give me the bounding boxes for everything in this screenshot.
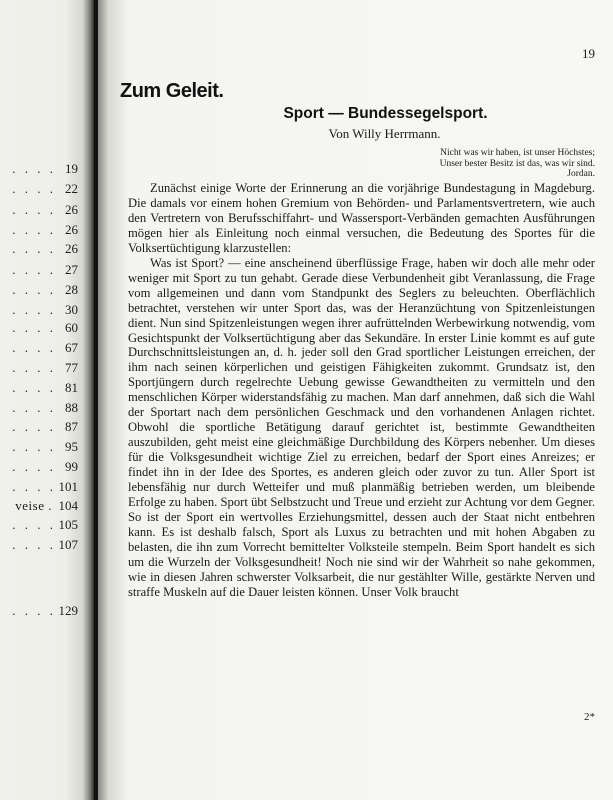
toc-leader: . . . . bbox=[12, 517, 56, 532]
toc-page-number: 77 bbox=[65, 360, 78, 375]
toc-row bbox=[0, 161, 78, 181]
left-page-toc-strip bbox=[0, 0, 94, 800]
toc-page-number: 104 bbox=[58, 498, 78, 513]
paragraph: Zunächst einige Worte der Erinnerung an die vorjährige Bundestagung in Magdeburg. Die damals vor einem hohen Gremium von Behörden- und Parlamentsvertretern, wie auch den Vertretern von Berufsschiffahrt- und Wassersport-Verbänden gemachten Ausführungen mögen hier als Einleitung noch einmal versuchen, die Bedeutung des Sportes für die Volksertüchtigung klarzustellen: bbox=[128, 181, 595, 255]
body-text bbox=[128, 181, 595, 600]
toc-row bbox=[0, 380, 78, 400]
toc-row bbox=[0, 400, 78, 420]
epigraph-line: Unser bester Besitz ist das, was wir sind. bbox=[439, 158, 595, 169]
toc-leader: . . . . bbox=[12, 400, 56, 415]
toc-page-number: 26 bbox=[65, 222, 78, 237]
toc-page-number: 30 bbox=[65, 302, 78, 317]
epigraph bbox=[395, 148, 595, 180]
toc-page-number: 60 bbox=[65, 320, 78, 335]
toc-row bbox=[0, 181, 78, 201]
toc-page-number: 105 bbox=[58, 517, 78, 532]
toc-leader: . . . . bbox=[12, 459, 56, 474]
toc-row bbox=[0, 360, 78, 380]
toc-row bbox=[0, 282, 78, 302]
epigraph-author: Jordan. bbox=[567, 169, 595, 179]
toc-leader: . . . . bbox=[12, 241, 56, 256]
toc-page-number: 26 bbox=[65, 202, 78, 217]
toc-page-number: 22 bbox=[65, 181, 78, 196]
toc-page-number: 27 bbox=[65, 262, 78, 277]
toc-page-number: 26 bbox=[65, 241, 78, 256]
toc-row bbox=[0, 498, 78, 518]
byline: Von Willy Herrmann. bbox=[328, 126, 441, 141]
toc-page-number: 88 bbox=[65, 400, 78, 415]
toc-page-number: 99 bbox=[65, 459, 78, 474]
toc-row bbox=[0, 419, 78, 439]
article-title: Sport — Bundessegelsport. bbox=[283, 105, 488, 122]
toc-leader: . . . . bbox=[12, 202, 56, 217]
toc-row bbox=[0, 241, 78, 261]
toc-leader: . . . . bbox=[12, 282, 56, 297]
toc-row bbox=[0, 262, 78, 282]
toc-leader: . . . . bbox=[12, 439, 56, 454]
toc-leader: veise . bbox=[15, 498, 52, 513]
toc-leader: . . . . bbox=[12, 479, 56, 494]
toc-row bbox=[0, 459, 78, 479]
toc-row bbox=[0, 603, 78, 623]
toc-page-number: 81 bbox=[65, 380, 78, 395]
toc-page-number: 95 bbox=[65, 439, 78, 454]
toc-row bbox=[0, 537, 78, 557]
toc-leader: . . . . bbox=[12, 320, 56, 335]
toc-leader: . . . . bbox=[12, 302, 56, 317]
signature-mark: 2* bbox=[584, 711, 595, 723]
page-number: 19 bbox=[582, 46, 595, 61]
toc-page-number: 67 bbox=[65, 340, 78, 355]
paragraph: Was ist Sport? — eine anscheinend überflüssige Frage, haben wir doch alle mehr oder weniger mit Sport zu tun gehabt. Gerade diese Verbundenheit gibt Veranlassung, die Frage vom allgemeinen und dann vom Standpunkt des Seglers zu beleuchten. Oberflächlich betrachtet, verstehen wir unter Sport das, was der Heranzüchtung von Spitzenleistungen dient. Nun sind Spitzenleistungen wegen ihrer aufrüttelnden Werbewirkung notwendig, vom Gesichtspunkt der Volksertüchtigung aber das Sekundäre. In erster Linie kommt es auf gute Durchschnittsleistungen an, d. h. jeder soll den Grad sportlicher Leistungen erreichen, der ihm nach seinen körperlichen und geistigen Fähigkeiten zukommt. Grundsatz ist, den Sportjüngern durch regelrechte Uebung gewisse Gewandtheiten zu vermitteln und den menschlichen Körper widerstandsfähig zu machen. Man darf annehmen, daß sich die Wahl der Sportart nach dem persönlichen Geschmack und den vorhandenen Anlagen richtet. Obwohl die sportliche Betätigung darauf gerichtet ist, bestimmte Gewandtheiten auszubilden, geht meist eine gleichmäßige Durchbildung des Körpers nebenher. Um dieses für die Volksgesundheit wichtige Ziel zu erreichen, bedarf der Sport eines Anreizes; er findet ihn in der Idee des Sportes, es anderen gleich oder zuvor zu tun. Aller Sport ist lebensfähig nur durch Wetteifer und muß planmäßig betrieben werden, um bleibende Erfolge zu haben. Sport übt Selbstzucht und Treue und erzieht zur Achtung vor dem Gegner. So ist der Sport ein wertvolles Erziehungsmittel, dessen auch der Staat nicht entbehren kann. Es ist deshalb falsch, Sport als Luxus zu betrachten und mit hohen Abgaben zu belasten, die ihn zum Vorrecht bemittelter Volksteile stempeln. Beim Sport handelt es sich um die Wurzeln der Volksgesundheit! Noch nie sind wir der Wahrheit so nahe gekommen, wie in diesen Jahren schwerster Volksarbeit, die nur gestählter Wille, gestärkte Nerven und straffe Muskeln auf die Dauer leisten können. Unser Volk braucht bbox=[128, 255, 595, 599]
toc-leader: . . . . bbox=[12, 419, 56, 434]
toc-row bbox=[0, 202, 78, 222]
toc-row bbox=[0, 302, 78, 322]
toc-row bbox=[0, 479, 78, 499]
toc-row bbox=[0, 439, 78, 459]
toc-leader: . . . . bbox=[12, 603, 56, 618]
toc-leader: . . . . bbox=[12, 181, 56, 196]
toc-page-number: 28 bbox=[65, 282, 78, 297]
toc-leader: . . . . bbox=[12, 340, 56, 355]
toc-leader: . . . . bbox=[12, 262, 56, 277]
epigraph-line: Nicht was wir haben, ist unser Höchstes; bbox=[440, 148, 595, 158]
toc-leader: . . . . bbox=[12, 161, 56, 176]
toc-page-number: 101 bbox=[58, 479, 78, 494]
toc-row bbox=[0, 320, 78, 340]
toc-leader: . . . . bbox=[12, 537, 56, 552]
toc-page-number: 107 bbox=[58, 537, 78, 552]
toc-row bbox=[0, 517, 78, 537]
right-page bbox=[98, 0, 613, 800]
toc-row bbox=[0, 340, 78, 360]
toc-leader: . . . . bbox=[12, 222, 56, 237]
toc-page-number: 87 bbox=[65, 419, 78, 434]
toc-leader: . . . . bbox=[12, 360, 56, 375]
section-title: Zum Geleit. bbox=[120, 80, 224, 102]
toc-leader: . . . . bbox=[12, 380, 56, 395]
toc-row bbox=[0, 222, 78, 242]
toc-page-number: 19 bbox=[65, 161, 78, 176]
toc-page-number: 129 bbox=[58, 603, 78, 618]
